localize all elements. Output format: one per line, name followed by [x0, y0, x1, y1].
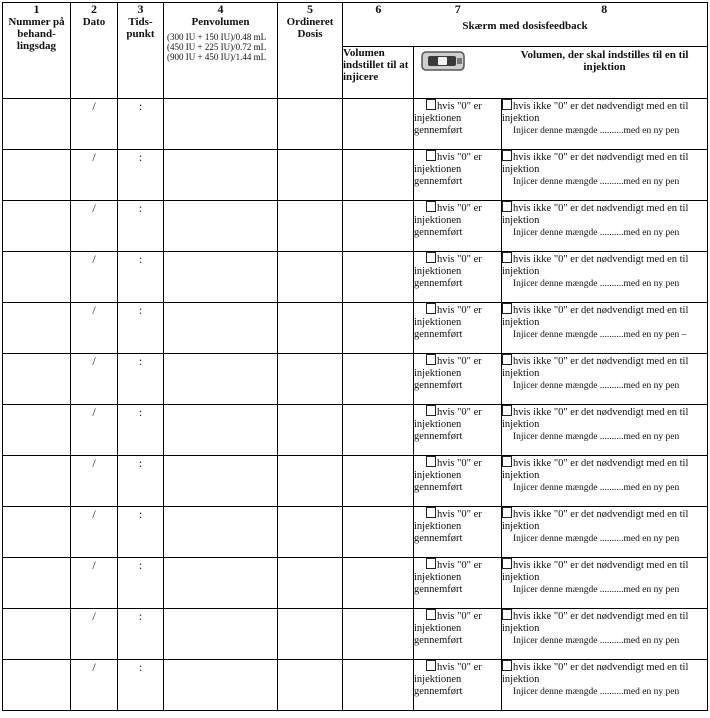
- volume-set-cell[interactable]: [343, 354, 414, 405]
- time-separator: :: [138, 303, 143, 317]
- volume-set-cell[interactable]: [343, 150, 414, 201]
- date-separator: /: [92, 150, 96, 164]
- prescribed-dose-cell[interactable]: [278, 609, 343, 660]
- injection-complete-cell: [414, 558, 502, 609]
- injection-complete-checkbox[interactable]: [426, 456, 436, 467]
- day-number-cell[interactable]: [3, 354, 71, 405]
- injection-needed-checkbox[interactable]: [502, 150, 512, 161]
- injection-complete-text: hvis "0" er injektionen gennemført: [414, 356, 482, 391]
- injection-needed-text: hvis ikke "0" er det nødvendigt med en til injektion: [502, 458, 689, 481]
- injection-needed-cell: [502, 252, 708, 303]
- table-row: [3, 303, 708, 354]
- injection-needed-cell: [502, 558, 708, 609]
- volume-set-cell[interactable]: [343, 507, 414, 558]
- pen-volume-cell[interactable]: [164, 456, 278, 507]
- time-cell[interactable]: [118, 660, 164, 711]
- injection-complete-text: hvis "0" er injektionen gennemført: [414, 305, 482, 340]
- dose-log-table: [2, 2, 708, 711]
- injection-complete-text: hvis "0" er injektionen gennemført: [414, 662, 482, 697]
- header-day-number: [3, 3, 71, 99]
- day-number-cell[interactable]: [3, 405, 71, 456]
- injection-needed-cell: [502, 456, 708, 507]
- day-number-cell[interactable]: [3, 660, 71, 711]
- injection-needed-text: hvis ikke "0" er det nødvendigt med en til injektion: [502, 203, 689, 226]
- injection-complete-cell: [414, 456, 502, 507]
- time-cell[interactable]: [118, 99, 164, 150]
- prescribed-dose-cell[interactable]: [278, 456, 343, 507]
- injection-complete-cell: [414, 201, 502, 252]
- time-cell[interactable]: [118, 252, 164, 303]
- prescribed-dose-cell[interactable]: [278, 405, 343, 456]
- inject-amount-text: Injicer denne mængde ..........med en ny pen: [513, 177, 680, 187]
- injection-needed-cell: [502, 660, 708, 711]
- time-separator: :: [138, 354, 143, 368]
- injection-complete-cell: [414, 507, 502, 558]
- injection-complete-checkbox[interactable]: [426, 354, 436, 365]
- injection-needed-checkbox[interactable]: [502, 99, 512, 110]
- date-separator: /: [92, 660, 96, 674]
- col2-label: Dato: [82, 16, 106, 28]
- date-cell[interactable]: [71, 201, 118, 252]
- pen-volume-cell[interactable]: [164, 150, 278, 201]
- col4-number: 4: [217, 2, 224, 16]
- day-number-cell[interactable]: [3, 252, 71, 303]
- injection-complete-text: hvis "0" er injektionen gennemført: [414, 254, 482, 289]
- col1-label: Nummer på behand-lingsdag: [8, 16, 65, 52]
- time-cell[interactable]: [118, 150, 164, 201]
- injection-needed-text: hvis ikke "0" er det nødvendigt med en til injektion: [502, 611, 689, 634]
- inject-amount-text: Injicer denne mængde ..........med en ny pen: [513, 585, 680, 595]
- time-cell[interactable]: [118, 303, 164, 354]
- volume-set-cell[interactable]: [343, 252, 414, 303]
- injection-complete-cell: [414, 354, 502, 405]
- inject-amount-text: Injicer denne mængde ..........med en ny pen: [513, 381, 680, 391]
- inject-amount-text: Injicer denne mængde ..........med en ny pen: [513, 432, 680, 442]
- volume-set-cell[interactable]: [343, 558, 414, 609]
- header-pen-volume: [164, 3, 278, 99]
- header-volume-to-set: [414, 47, 708, 99]
- date-separator: /: [92, 456, 96, 470]
- injection-complete-cell: [414, 303, 502, 354]
- header-screen-group: [343, 3, 708, 47]
- prescribed-dose-cell[interactable]: [278, 558, 343, 609]
- date-separator: /: [92, 99, 96, 113]
- injection-complete-text: hvis "0" er injektionen gennemført: [414, 203, 482, 238]
- time-cell[interactable]: [118, 405, 164, 456]
- injection-needed-checkbox[interactable]: [502, 201, 512, 212]
- injection-needed-text: hvis ikke "0" er det nødvendigt med en til injektion: [502, 662, 689, 685]
- day-number-cell[interactable]: [3, 456, 71, 507]
- injection-complete-text: hvis "0" er injektionen gennemført: [414, 560, 482, 595]
- inject-amount-text: Injicer denne mængde ..........med en ny pen: [513, 636, 680, 646]
- time-separator: :: [138, 456, 143, 470]
- col2-number: 2: [91, 2, 97, 16]
- injection-complete-checkbox[interactable]: [426, 507, 436, 518]
- prescribed-dose-cell[interactable]: [278, 99, 343, 150]
- col5-label: Ordineret Dosis: [286, 16, 334, 40]
- col5-number: 5: [307, 2, 313, 16]
- prescribed-dose-cell[interactable]: [278, 303, 343, 354]
- date-cell[interactable]: [71, 303, 118, 354]
- injection-complete-text: hvis "0" er injektionen gennemført: [414, 152, 482, 187]
- injection-needed-text: hvis ikke "0" er det nødvendigt med en til injektion: [502, 407, 689, 430]
- time-separator: :: [138, 201, 143, 215]
- injection-needed-checkbox[interactable]: [502, 660, 512, 671]
- pen-volume-cell[interactable]: [164, 303, 278, 354]
- table-row: [3, 150, 708, 201]
- injection-complete-checkbox[interactable]: [426, 252, 436, 263]
- time-separator: :: [138, 99, 143, 113]
- date-cell[interactable]: [71, 660, 118, 711]
- inject-amount-text: Injicer denne mængde ..........med en ny pen: [513, 534, 680, 544]
- volume-set-cell[interactable]: [343, 99, 414, 150]
- table-row: [3, 354, 708, 405]
- col3-number: 3: [137, 2, 144, 16]
- pen-dose-window-icon: [421, 51, 465, 71]
- prescribed-dose-cell[interactable]: [278, 201, 343, 252]
- inject-amount-text: Injicer denne mængde ..........med en ny pen: [513, 483, 680, 493]
- injection-needed-checkbox[interactable]: [502, 354, 512, 365]
- time-separator: :: [138, 507, 143, 521]
- injection-needed-checkbox[interactable]: [502, 456, 512, 467]
- injection-complete-checkbox[interactable]: [426, 660, 436, 671]
- volume-set-cell[interactable]: [343, 201, 414, 252]
- injection-needed-text: hvis ikke "0" er det nødvendigt med en til injektion: [502, 509, 689, 532]
- pen-volume-option: (900 IU + 450 IU)/1.44 mL: [167, 52, 267, 62]
- injection-needed-cell: [502, 354, 708, 405]
- injection-needed-checkbox[interactable]: [502, 252, 512, 263]
- pen-volume-cell[interactable]: [164, 405, 278, 456]
- date-separator: /: [92, 405, 96, 419]
- injection-complete-cell: [414, 609, 502, 660]
- time-cell[interactable]: [118, 354, 164, 405]
- pen-volume-option: (300 IU + 150 IU)/0.48 mL: [167, 32, 267, 42]
- date-cell[interactable]: [71, 150, 118, 201]
- pen-volume-cell[interactable]: [164, 609, 278, 660]
- col3-label: Tids-punkt: [126, 16, 155, 40]
- time-cell[interactable]: [118, 507, 164, 558]
- prescribed-dose-cell[interactable]: [278, 660, 343, 711]
- table-row: [3, 456, 708, 507]
- injection-needed-checkbox[interactable]: [502, 405, 512, 416]
- prescribed-dose-cell[interactable]: [278, 150, 343, 201]
- date-cell[interactable]: [71, 558, 118, 609]
- injection-complete-checkbox[interactable]: [426, 99, 436, 110]
- table-row: [3, 405, 708, 456]
- injection-complete-checkbox[interactable]: [426, 201, 436, 212]
- injection-complete-cell: [414, 150, 502, 201]
- volume-set-cell[interactable]: [343, 456, 414, 507]
- date-cell[interactable]: [71, 456, 118, 507]
- injection-needed-cell: [502, 150, 708, 201]
- injection-needed-cell: [502, 303, 708, 354]
- injection-complete-text: hvis "0" er injektionen gennemført: [414, 611, 482, 646]
- col1-number: 1: [33, 2, 40, 16]
- injection-needed-cell: [502, 609, 708, 660]
- date-cell[interactable]: [71, 252, 118, 303]
- injection-complete-text: hvis "0" er injektionen gennemført: [414, 407, 482, 442]
- day-number-cell[interactable]: [3, 558, 71, 609]
- pen-volume-cell[interactable]: [164, 558, 278, 609]
- date-cell[interactable]: [71, 354, 118, 405]
- injection-complete-cell: [414, 99, 502, 150]
- injection-needed-checkbox[interactable]: [502, 507, 512, 518]
- date-separator: /: [92, 303, 96, 317]
- table-row: [3, 201, 708, 252]
- time-cell[interactable]: [118, 558, 164, 609]
- injection-complete-text: hvis "0" er injektionen gennemført: [414, 509, 482, 544]
- inject-amount-text: Injicer denne mængde ..........med en ny pen –: [513, 330, 687, 340]
- volume-set-cell[interactable]: [343, 609, 414, 660]
- inject-amount-text: Injicer denne mængde ..........med en ny pen: [513, 687, 680, 697]
- injection-complete-text: hvis "0" er injektionen gennemført: [414, 458, 482, 493]
- injection-needed-checkbox[interactable]: [502, 609, 512, 620]
- injection-complete-checkbox[interactable]: [426, 150, 436, 161]
- injection-needed-text: hvis ikke "0" er det nødvendigt med en til injektion: [502, 356, 689, 379]
- date-cell[interactable]: [71, 99, 118, 150]
- table-row: [3, 609, 708, 660]
- injection-needed-text: hvis ikke "0" er det nødvendigt med en til injektion: [502, 254, 689, 277]
- injection-complete-cell: [414, 405, 502, 456]
- day-number-cell[interactable]: [3, 303, 71, 354]
- date-separator: /: [92, 609, 96, 623]
- injection-complete-checkbox[interactable]: [426, 405, 436, 416]
- day-number-cell[interactable]: [3, 201, 71, 252]
- injection-needed-cell: [502, 201, 708, 252]
- time-separator: :: [138, 660, 143, 674]
- date-separator: /: [92, 252, 96, 266]
- injection-needed-checkbox[interactable]: [502, 558, 512, 569]
- prescribed-dose-cell[interactable]: [278, 354, 343, 405]
- pen-volume-cell[interactable]: [164, 201, 278, 252]
- time-separator: :: [138, 405, 143, 419]
- inject-amount-text: Injicer denne mængde ..........med en ny pen: [513, 279, 680, 289]
- header-date: [71, 3, 118, 99]
- day-number-cell[interactable]: [3, 609, 71, 660]
- injection-needed-text: hvis ikke "0" er det nødvendigt med en til injektion: [502, 305, 689, 328]
- col8-number: 8: [601, 2, 608, 16]
- table-row: [3, 660, 708, 711]
- injection-complete-checkbox[interactable]: [426, 609, 436, 620]
- time-separator: :: [138, 150, 143, 164]
- injection-needed-cell: [502, 405, 708, 456]
- time-cell[interactable]: [118, 609, 164, 660]
- header-time: [118, 3, 164, 99]
- prescribed-dose-cell[interactable]: [278, 507, 343, 558]
- time-separator: :: [138, 252, 143, 266]
- injection-needed-text: hvis ikke "0" er det nødvendigt med en til injektion: [502, 152, 689, 175]
- pen-volume-option: (450 IU + 225 IU)/0.72 mL: [167, 42, 267, 52]
- table-row: [3, 558, 708, 609]
- volume-set-cell[interactable]: [343, 660, 414, 711]
- screen-feedback-title: Skærm med dosisfeedback: [462, 20, 588, 32]
- day-number-cell[interactable]: [3, 507, 71, 558]
- header-volume-set: [343, 47, 414, 99]
- day-number-cell[interactable]: [3, 99, 71, 150]
- injection-needed-cell: [502, 99, 708, 150]
- date-separator: /: [92, 558, 96, 572]
- table-row: [3, 507, 708, 558]
- date-separator: /: [92, 354, 96, 368]
- col6-number: 6: [375, 2, 382, 16]
- pen-volume-cell[interactable]: [164, 99, 278, 150]
- injection-complete-checkbox[interactable]: [426, 558, 436, 569]
- inject-amount-text: Injicer denne mængde ..........med en ny pen: [513, 126, 680, 136]
- date-separator: /: [92, 507, 96, 521]
- pen-volume-cell[interactable]: [164, 660, 278, 711]
- injection-needed-text: hvis ikke "0" er det nødvendigt med en til injektion: [502, 101, 689, 124]
- col6-label: Volumen indstillet til at injicere: [343, 47, 409, 83]
- injection-needed-text: hvis ikke "0" er det nødvendigt med en til injektion: [502, 560, 689, 583]
- header-prescribed-dose: [278, 3, 343, 99]
- time-cell[interactable]: [118, 201, 164, 252]
- pen-volume-options: [164, 32, 277, 62]
- time-separator: :: [138, 609, 143, 623]
- pen-volume-cell[interactable]: [164, 252, 278, 303]
- day-number-cell[interactable]: [3, 150, 71, 201]
- col7-number: 7: [454, 2, 461, 16]
- injection-needed-checkbox[interactable]: [502, 303, 512, 314]
- pen-volume-cell[interactable]: [164, 507, 278, 558]
- injection-complete-checkbox[interactable]: [426, 303, 436, 314]
- date-cell[interactable]: [71, 609, 118, 660]
- volume-set-cell[interactable]: [343, 405, 414, 456]
- injection-complete-text: hvis "0" er injektionen gennemført: [414, 101, 482, 136]
- col78-label: Volumen, der skal indstilles til en til injektion: [520, 49, 689, 73]
- injection-complete-cell: [414, 252, 502, 303]
- inject-amount-text: Injicer denne mængde ..........med en ny pen: [513, 228, 680, 238]
- time-cell[interactable]: [118, 456, 164, 507]
- injection-needed-cell: [502, 507, 708, 558]
- pen-volume-cell[interactable]: [164, 354, 278, 405]
- injection-complete-cell: [414, 660, 502, 711]
- date-cell[interactable]: [71, 405, 118, 456]
- col4-label: Penvolumen: [191, 16, 250, 28]
- table-row: [3, 99, 708, 150]
- log-rows: [3, 99, 708, 711]
- date-separator: /: [92, 201, 96, 215]
- prescribed-dose-cell[interactable]: [278, 252, 343, 303]
- date-cell[interactable]: [71, 507, 118, 558]
- volume-set-cell[interactable]: [343, 303, 414, 354]
- time-separator: :: [138, 558, 143, 572]
- table-row: [3, 252, 708, 303]
